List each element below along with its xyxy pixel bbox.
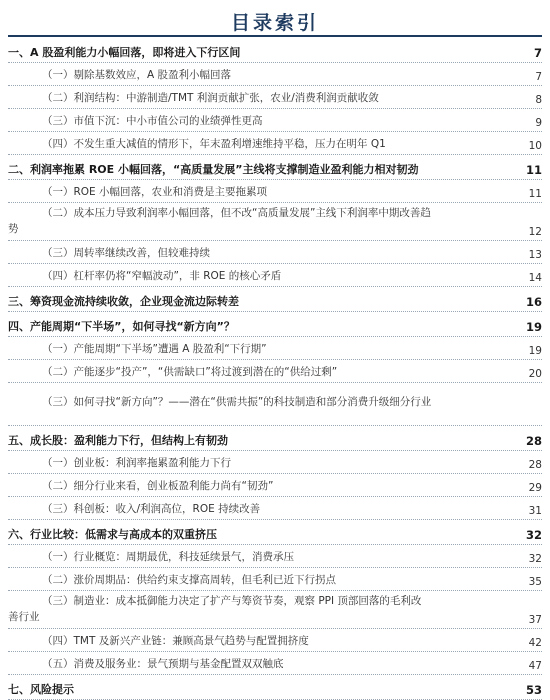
toc-page-number	[520, 423, 542, 425]
toc-subsection-entry[interactable]	[8, 497, 542, 520]
toc-entry-title: （四）杠杆率仍将“窄幅波动”，非 ROE 的核心矛盾	[42, 270, 282, 282]
toc-section-entry[interactable]	[8, 287, 542, 312]
toc-page-number: 37	[528, 614, 542, 626]
toc-subsection-entry[interactable]	[8, 63, 542, 86]
toc-page-number: 14	[528, 272, 542, 284]
toc-subsection-entry[interactable]	[8, 109, 542, 132]
toc-subsection-entry[interactable]	[8, 360, 542, 383]
table-of-contents	[8, 38, 542, 700]
toc-subsection-entry[interactable]	[8, 451, 542, 474]
toc-page-number: 10	[528, 140, 542, 152]
toc-page-number: 20	[528, 368, 542, 380]
toc-entry-title: （一）产能周期“下半场”遭遇 A 股盈利“下行期”	[42, 343, 267, 355]
toc-page-number: 29	[528, 482, 542, 494]
toc-section-entry[interactable]	[8, 426, 542, 451]
toc-page-number: 28	[528, 459, 542, 471]
toc-entry-title: （三）如何寻找“新方向”？——潜在“供需共振”的科技制造和部分消费升级细分行业	[42, 396, 432, 408]
toc-section-entry[interactable]	[8, 155, 542, 180]
toc-entry-title: 七、风险提示	[8, 683, 74, 696]
toc-subsection-entry[interactable]	[8, 203, 542, 241]
toc-subsection-entry[interactable]	[8, 545, 542, 568]
toc-entry-title: 三、筹资现金流持续收敛，企业现金流边际转差	[8, 295, 239, 308]
toc-section-entry[interactable]	[8, 38, 542, 63]
toc-page-number: 32	[525, 528, 542, 542]
toc-section-entry[interactable]	[8, 675, 542, 700]
toc-entry-title: （二）涨价周期品：供给约束支撑高周转，但毛利已近下行拐点	[42, 574, 336, 586]
toc-entry-title: 二、利润率拖累 ROE 小幅回落，“高质量发展”主线将支撑制造业盈利能力相对韧劲	[8, 163, 419, 176]
toc-page-number: 11	[528, 188, 542, 200]
toc-page-number: 28	[525, 434, 542, 448]
toc-entry-title: 一、A 股盈利能力小幅回落，即将进入下行区间	[8, 46, 241, 59]
toc-entry-title: （二）细分行业来看，创业板盈利能力尚有“韧劲”	[42, 480, 274, 492]
toc-subsection-entry[interactable]	[8, 180, 542, 203]
toc-entry-title: （二）产能逐步“投产”，“供需缺口”将过渡到潜在的“供给过剩”	[42, 366, 338, 378]
toc-entry-title: （一）剔除基数效应，A 股盈利小幅回落	[42, 69, 232, 81]
toc-page-number: 12	[528, 226, 542, 238]
toc-section-entry[interactable]	[8, 312, 542, 337]
toc-subsection-entry[interactable]	[8, 474, 542, 497]
toc-page-number: 19	[525, 320, 542, 334]
toc-subsection-entry[interactable]	[8, 264, 542, 287]
toc-entry-title: （三）周转率继续改善，但较难持续	[42, 247, 210, 259]
toc-subsection-entry[interactable]	[8, 132, 542, 155]
toc-page-number: 19	[528, 345, 542, 357]
toc-subsection-entry[interactable]	[8, 591, 542, 629]
toc-subsection-entry[interactable]	[8, 383, 542, 426]
toc-page-number: 13	[528, 249, 542, 261]
toc-entry-title: （三）科创板：收入/利润高位，ROE 持续改善	[42, 503, 261, 515]
toc-subsection-entry[interactable]	[8, 337, 542, 360]
toc-entry-title: 四、产能周期“下半场”，如何寻找“新方向”？	[8, 320, 235, 333]
toc-page-number: 47	[528, 660, 542, 672]
toc-entry-title: （二）成本压力导致利润率小幅回落，但不改“高质量发展”主线下利润率中期改善趋 势	[8, 207, 431, 235]
toc-page-number: 31	[528, 505, 542, 517]
toc-page-number: 9	[535, 117, 542, 129]
toc-entry-title: 六、行业比较：低需求与高成本的双重挤压	[8, 528, 217, 541]
toc-entry-title: （二）利润结构：中游制造/TMT 利润贡献扩张，农业/消费利润贡献收敛	[42, 92, 379, 104]
toc-subsection-entry[interactable]	[8, 241, 542, 264]
toc-page-number: 7	[533, 46, 542, 60]
toc-subsection-entry[interactable]	[8, 652, 542, 675]
toc-page-number: 53	[525, 683, 542, 697]
title-divider	[8, 35, 542, 37]
toc-entry-title: （四）不发生重大减值的情形下，年末盈利增速维持平稳，压力在明年 Q1	[42, 138, 386, 150]
toc-entry-title: （三）市值下沉：中小市值公司的业绩弹性更高	[42, 115, 263, 127]
toc-entry-title: （一）创业板：利润率拖累盈利能力下行	[42, 457, 231, 469]
toc-page-number: 11	[525, 163, 542, 177]
toc-entry-title: （三）制造业：成本抵御能力决定了扩产与筹资节奏，观察 PPI 顶部回落的毛利改 善行业	[8, 595, 422, 623]
page-title: 目录索引	[230, 12, 319, 34]
toc-section-entry[interactable]	[8, 520, 542, 545]
toc-subsection-entry[interactable]	[8, 86, 542, 109]
toc-page-number: 7	[535, 71, 542, 83]
toc-entry-title: （五）消费及服务业：景气预期与基金配置双双触底	[42, 658, 284, 670]
toc-entry-title: （一）ROE 小幅回落，农业和消费是主要拖累项	[42, 186, 268, 198]
toc-page-number: 42	[528, 637, 542, 649]
toc-entry-title: （四）TMT 及新兴产业链：兼顾高景气趋势与配置拥挤度	[42, 635, 309, 647]
toc-page-number: 8	[535, 94, 542, 106]
toc-page-number: 16	[525, 295, 542, 309]
toc-subsection-entry[interactable]	[8, 568, 542, 591]
toc-entry-title: 五、成长股：盈利能力下行，但结构上有韧劲	[8, 434, 228, 447]
toc-page-number: 35	[528, 576, 542, 588]
toc-page-number: 32	[528, 553, 542, 565]
toc-entry-title: （一）行业概览：周期最优，科技延续景气，消费承压	[42, 551, 294, 563]
